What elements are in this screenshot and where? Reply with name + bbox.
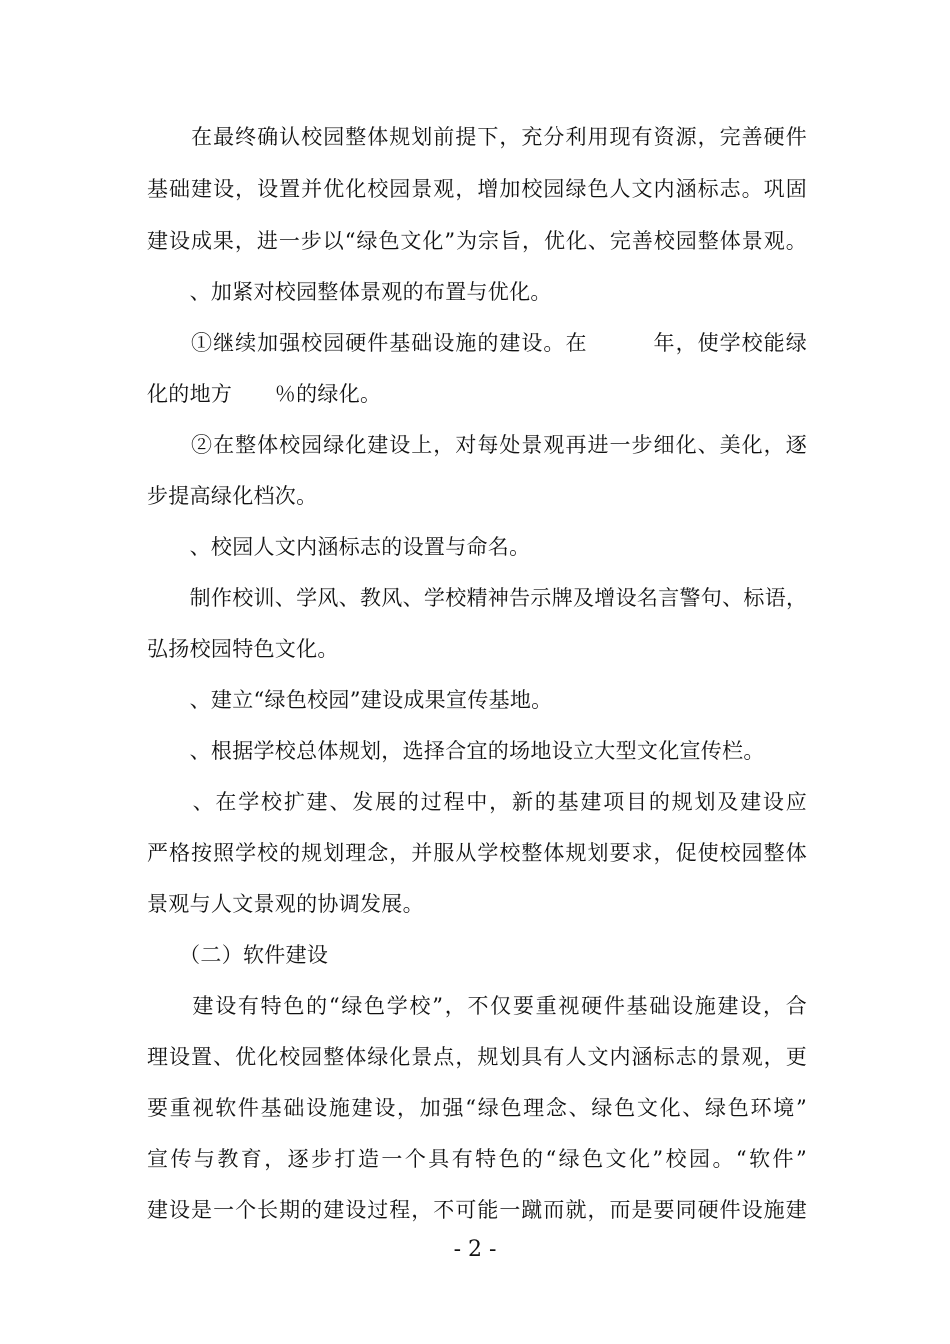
paragraph-line: 严格按照学校的规划理念，并服从学校整体规划要求，促使校园整体 — [147, 841, 807, 865]
paragraph-line: 在最终确认校园整体规划前提下，充分利用现有资源，完善硬件 — [147, 125, 807, 149]
section-heading: 、加紧对校园整体景观的布置与优化。 — [147, 280, 552, 304]
section-heading: 、建立“绿色校园”建设成果宣传基地。 — [147, 688, 553, 712]
section-heading: 、根据学校总体规划，选择合宜的场地设立大型文化宣传栏。 — [147, 739, 765, 763]
paragraph-line: 化的地方 ％的绿化。 — [147, 382, 382, 406]
paragraph-line: 、在学校扩建、发展的过程中，新的基建项目的规划及建设应 — [147, 790, 807, 814]
paragraph-line: 建设有特色的“绿色学校”，不仅要重视硬件基础设施建设，合 — [147, 994, 807, 1018]
section-heading: 、校园人文内涵标志的设置与命名。 — [147, 535, 531, 559]
page-number: - 2 - — [453, 1237, 497, 1262]
paragraph-line: 建设是一个长期的建设过程，不可能一蹴而就，而是要同硬件设施建 — [147, 1198, 807, 1222]
paragraph-line: 基础建设，设置并优化校园景观，增加校园绿色人文内涵标志。巩固 — [147, 177, 807, 201]
section-heading: （二）软件建设 — [147, 943, 329, 967]
paragraph-line: 步提高绿化档次。 — [147, 484, 318, 508]
paragraph-line: 弘扬校园特色文化。 — [147, 637, 339, 661]
paragraph-line: ②在整体校园绿化建设上，对每处景观再进一步细化、美化，逐 — [147, 433, 807, 457]
paragraph-line: 宣传与教育，逐步打造一个具有特色的“绿色文化”校园。“软件” — [147, 1147, 807, 1171]
paragraph-line: 理设置、优化校园整体绿化景点，规划具有人文内涵标志的景观，更 — [147, 1045, 807, 1069]
paragraph-line: ①继续加强校园硬件基础设施的建设。在 年，使学校能绿 — [147, 331, 807, 355]
paragraph-line: 制作校训、学风、教风、学校精神告示牌及增设名言警句、标语， — [147, 586, 808, 610]
paragraph-line: 建设成果，进一步以“绿色文化”为宗旨，优化、完善校园整体景观。 — [147, 229, 807, 253]
paragraph-line: 景观与人文景观的协调发展。 — [147, 892, 424, 916]
paragraph-line: 要重视软件基础设施建设，加强“绿色理念、绿色文化、绿色环境” — [147, 1096, 807, 1120]
